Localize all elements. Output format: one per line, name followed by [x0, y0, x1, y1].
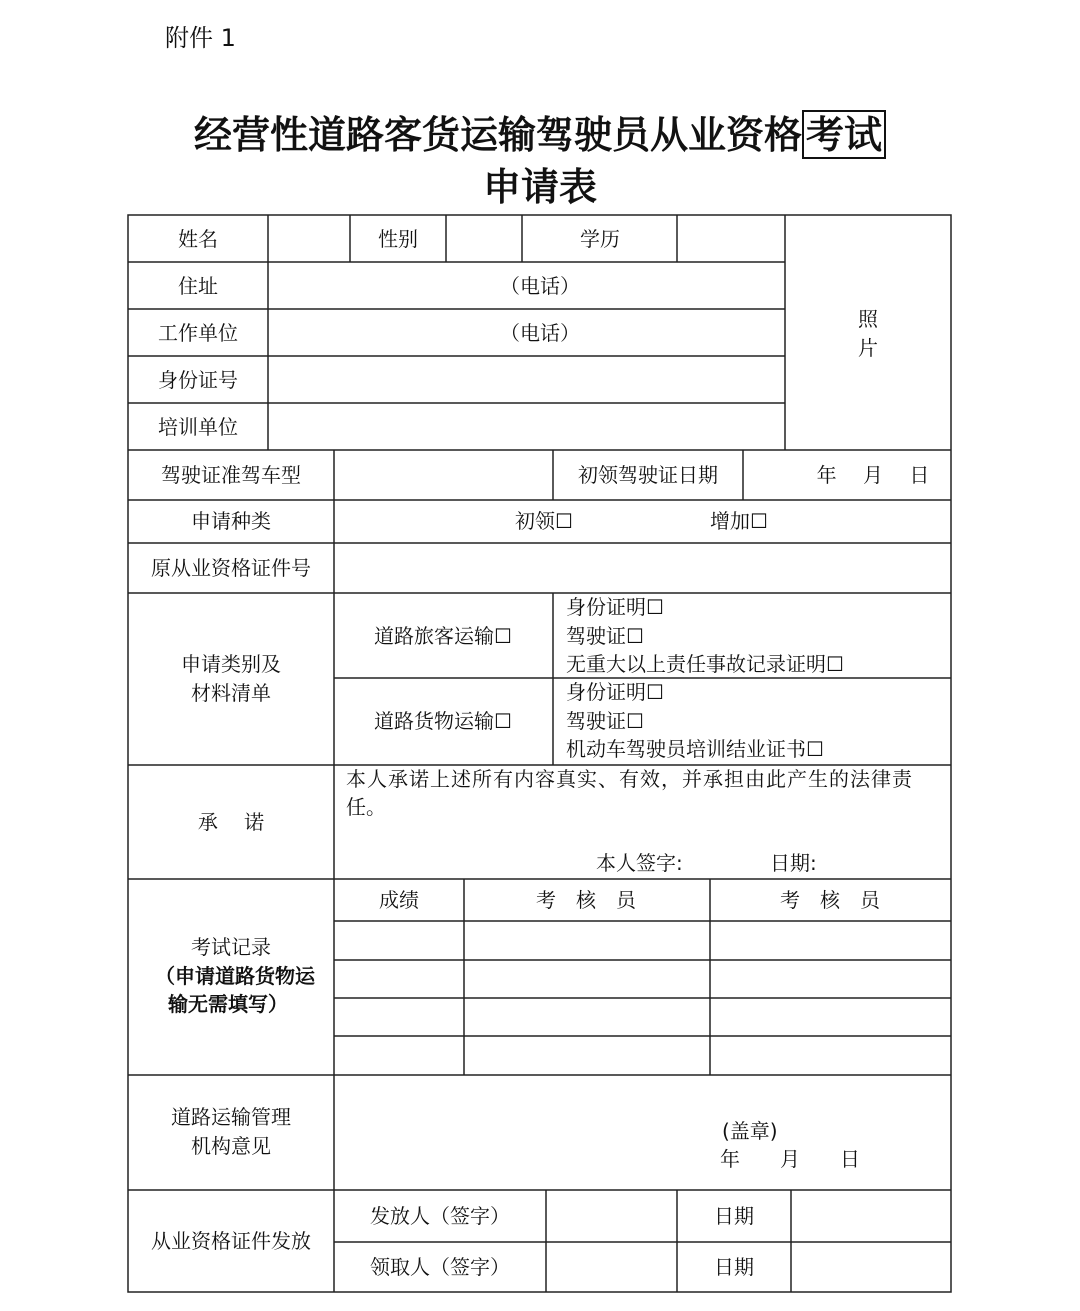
freight-item[interactable]: 身份证明☐ [566, 680, 664, 704]
label-first-issue-date: 初领驾驶证日期 [578, 463, 718, 487]
pledge-signature: 本人签字: [596, 851, 683, 875]
label-gender: 性别 [378, 227, 418, 251]
pledge-text-2: 任。 [346, 795, 386, 819]
form-title-boxed: 考试 [802, 110, 886, 159]
form-subtitle: 申请表 [482, 164, 597, 209]
option-passenger-transport[interactable]: 道路旅客运输☐ [374, 624, 512, 648]
freight-item[interactable]: 机动车驾驶员培训结业证书☐ [566, 737, 824, 761]
label-id-number: 身份证号 [158, 368, 238, 392]
label-original-cert-no: 原从业资格证件号 [151, 556, 311, 580]
option-first-issue[interactable]: 初领☐ [515, 509, 573, 533]
agency-seal: (盖章) [722, 1119, 778, 1143]
label-vehicle-type: 驾驶证准驾车型 [161, 463, 301, 487]
label-work-unit: 工作单位 [158, 321, 238, 345]
label-exam-1: 考试记录 [191, 935, 271, 959]
work-phone: （电话） [500, 321, 580, 345]
photo-label-2: 片 [858, 336, 878, 360]
label-category-2: 材料清单 [191, 681, 271, 705]
photo-label-1: 照 [858, 307, 878, 331]
label-exam-2: （申请道路货物运 [155, 964, 315, 988]
passenger-item[interactable]: 驾驶证☐ [566, 624, 644, 648]
passenger-item[interactable]: 身份证明☐ [566, 595, 664, 619]
freight-item[interactable]: 驾驶证☐ [566, 709, 644, 733]
label-category-1: 申请类别及 [181, 652, 281, 676]
label-address: 住址 [178, 274, 218, 298]
label-receiver-date: 日期 [714, 1255, 754, 1279]
label-education: 学历 [580, 227, 620, 251]
col-examiner-1: 考 核 员 [536, 888, 636, 912]
label-issuance: 从业资格证件发放 [151, 1229, 311, 1253]
pledge-date: 日期: [770, 851, 817, 875]
col-score: 成绩 [379, 888, 419, 912]
option-add-category[interactable]: 增加☐ [710, 509, 768, 533]
label-agency-1: 道路运输管理 [171, 1105, 291, 1129]
label-receiver: 领取人（签字） [370, 1255, 510, 1279]
label-issuer-date: 日期 [714, 1204, 754, 1228]
label-issuer: 发放人（签字） [370, 1204, 510, 1228]
label-exam-3: 输无需填写） [168, 992, 288, 1016]
address-phone: （电话） [500, 274, 580, 298]
passenger-item[interactable]: 无重大以上责任事故记录证明☐ [566, 652, 844, 676]
form-title-main: 经营性道路客货运输驾驶员从业资格 [193, 112, 802, 157]
col-examiner-2: 考 核 员 [780, 888, 880, 912]
label-training-unit: 培训单位 [158, 415, 238, 439]
attachment-label: 附件 1 [165, 24, 236, 52]
pledge-text-1: 本人承诺上述所有内容真实、有效，并承担由此产生的法律责 [346, 767, 913, 791]
label-name: 姓名 [178, 227, 218, 251]
label-pledge: 承 诺 [197, 810, 265, 834]
option-freight-transport[interactable]: 道路货物运输☐ [374, 709, 512, 733]
first-issue-date-value: 年 月 日 [816, 463, 930, 487]
label-application-type: 申请种类 [191, 509, 271, 533]
label-agency-2: 机构意见 [191, 1134, 271, 1158]
agency-date: 年 月 日 [720, 1147, 860, 1171]
